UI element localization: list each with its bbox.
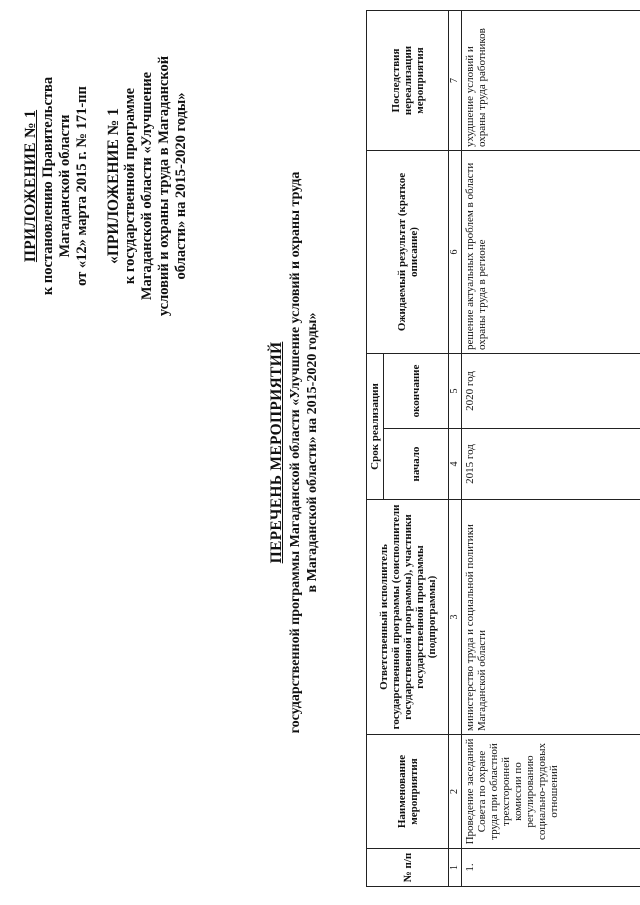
row-consequences: ухудшение условий и охраны труда работников bbox=[462, 10, 640, 150]
inner-appendix-line: к государственной программе bbox=[122, 87, 138, 285]
row-num: 1. bbox=[462, 849, 640, 887]
header-executor: Ответственный исполнитель государственной программы (соисполнители государственной программы), участники государственной программы (подпрограммы) bbox=[367, 500, 449, 735]
column-number-row bbox=[449, 10, 462, 886]
row-start: 2015 год bbox=[462, 429, 640, 500]
column-number: 7 bbox=[449, 10, 462, 150]
table-header-row bbox=[367, 10, 384, 886]
header-result: Ожидаемый результат (краткое описание) bbox=[367, 150, 449, 353]
inner-appendix-line: условий и охраны труда в Магаданской bbox=[156, 55, 172, 317]
row-name: Проведение заседаний Совета по охране труда при областной трехсторонней комиссии по регулированию социально-трудовых отношений bbox=[462, 735, 640, 849]
events-table bbox=[366, 10, 640, 887]
appendix-line: к постановлению Правительства bbox=[40, 76, 56, 296]
column-number: 6 bbox=[449, 150, 462, 353]
document-subtitle: государственной программы Магаданской области «Улучшение условий и охраны труда bbox=[288, 171, 303, 734]
header-name: Наименование мероприятия bbox=[367, 735, 449, 849]
appendix-header bbox=[22, 0, 190, 372]
column-number: 4 bbox=[449, 429, 462, 500]
column-number: 1 bbox=[449, 849, 462, 887]
document-title-block bbox=[268, 0, 321, 905]
appendix-line: Магаданской области bbox=[57, 114, 73, 258]
inner-appendix-line: Магаданской области «Улучшение bbox=[139, 71, 155, 301]
row-result: решение актуальных проблем в области охраны труда в регионе bbox=[462, 150, 640, 353]
appendix-line: от «12» марта 2015 г. № 171-пп bbox=[74, 86, 90, 286]
document-title: ПЕРЕЧЕНЬ МЕРОПРИЯТИЙ bbox=[268, 341, 285, 564]
appendix-title: ПРИЛОЖЕНИЕ № 1 bbox=[22, 109, 39, 263]
row-end: 2020 год bbox=[462, 353, 640, 428]
table-row bbox=[462, 10, 640, 886]
column-number: 3 bbox=[449, 500, 462, 735]
column-number: 5 bbox=[449, 353, 462, 428]
header-num: № п/п bbox=[367, 849, 449, 887]
header-period: Срок реализации bbox=[367, 353, 384, 499]
inner-appendix-title: «ПРИЛОЖЕНИЕ № 1 bbox=[105, 108, 122, 264]
row-executor: министерство труда и социальной политики Магаданской области bbox=[462, 500, 640, 735]
header-end: окончание bbox=[384, 353, 449, 428]
header-start: начало bbox=[384, 429, 449, 500]
header-consequences: Последствия нереализации мероприятия bbox=[367, 10, 449, 150]
column-number: 2 bbox=[449, 735, 462, 849]
document-subtitle: в Магаданской области» на 2015-2020 годы» bbox=[305, 312, 320, 593]
inner-appendix-line: области» на 2015-2020 годы» bbox=[173, 92, 189, 280]
